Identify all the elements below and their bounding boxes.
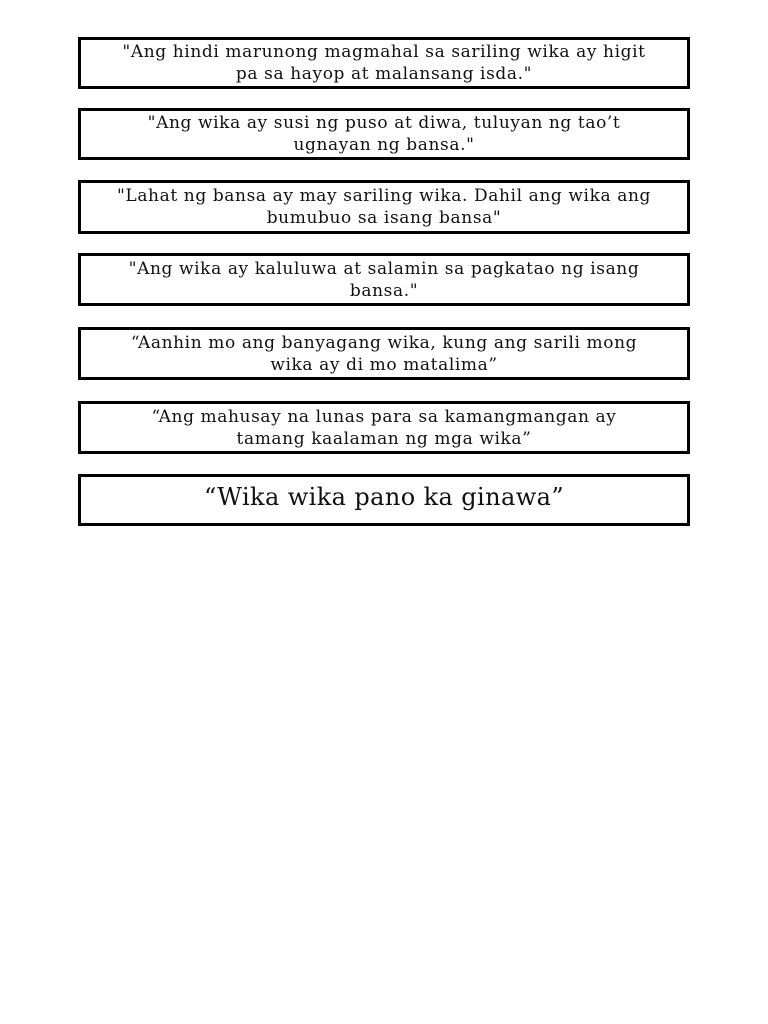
quote-text-7: “Wika wika pano ka ginawa” xyxy=(203,483,565,511)
quote-text-4: "Ang wika ay kaluluwa at salamin sa pagkatao ng isang bansa." xyxy=(128,258,640,301)
quote-box-1 xyxy=(78,37,690,89)
quote-box-3 xyxy=(78,180,690,234)
quote-box-5 xyxy=(78,327,690,380)
quote-box-6 xyxy=(78,401,690,454)
quote-text-5: “Aanhin mo ang banyagang wika, kung ang sarili mong wika ay di mo matalima” xyxy=(130,332,638,375)
quote-box-7 xyxy=(78,474,690,526)
quote-box-4 xyxy=(78,253,690,306)
quote-box-2 xyxy=(78,108,690,160)
quote-text-2: "Ang wika ay susi ng puso at diwa, tuluyan ng tao’t ugnayan ng bansa." xyxy=(147,113,621,155)
quote-text-1: "Ang hindi marunong magmahal sa sariling wika ay higit pa sa hayop at malansang isda." xyxy=(122,42,646,84)
quote-text-6: “Ang mahusay na lunas para sa kamangmangan ay tamang kaalaman ng mga wika” xyxy=(151,406,617,449)
quote-text-3: "Lahat ng bansa ay may sariling wika. Dahil ang wika ang bumubuo sa isang bansa" xyxy=(117,186,651,228)
